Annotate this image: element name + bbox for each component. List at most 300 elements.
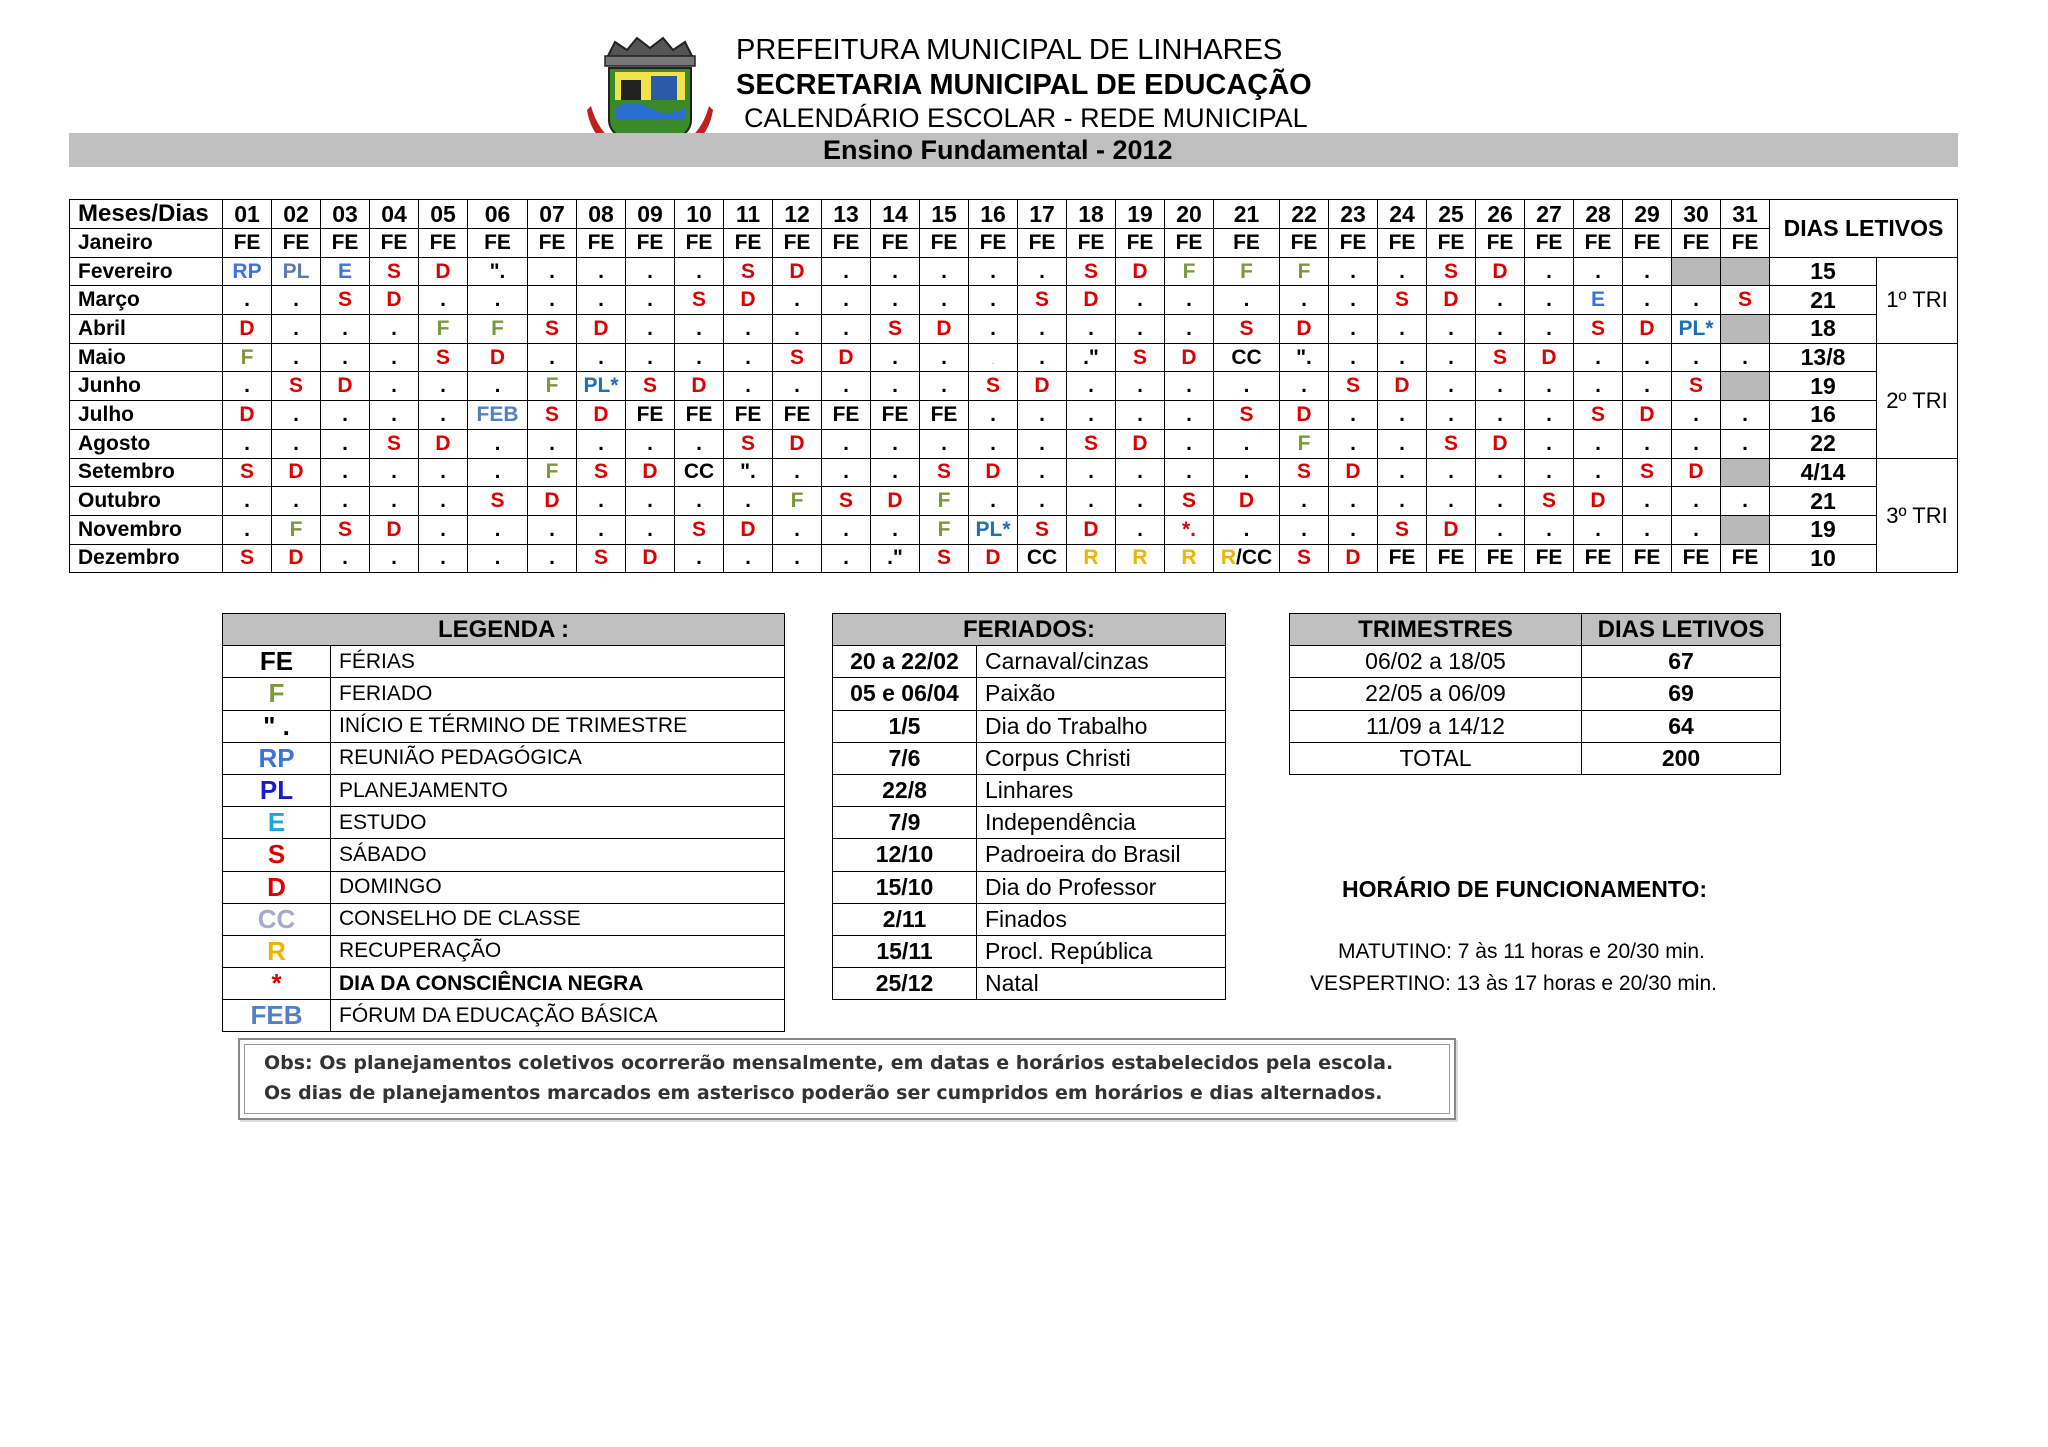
day-cell: S	[1525, 487, 1574, 516]
day-cell: .	[321, 487, 370, 516]
day-cell: .	[822, 458, 871, 487]
legend-code: D	[223, 871, 331, 903]
legend-row	[223, 678, 785, 710]
day-cell: .	[1067, 315, 1116, 344]
month-name: Julho	[70, 401, 223, 430]
day-cell: PL*	[577, 372, 626, 401]
legend-row	[223, 839, 785, 871]
day-cell: S	[1427, 257, 1476, 286]
day-cell: D	[1116, 257, 1165, 286]
day-cell: F	[920, 515, 969, 544]
day-cell: FE	[321, 229, 370, 258]
day-cell: D	[370, 515, 419, 544]
day-cell: FE	[223, 229, 272, 258]
legend-code: F	[223, 678, 331, 710]
day-cell: .	[1672, 286, 1721, 315]
day-cell: FE	[1721, 229, 1770, 258]
day-cell: .	[1721, 487, 1770, 516]
day-cell: D	[419, 257, 468, 286]
day-cell: .	[822, 315, 871, 344]
day-cell	[1721, 458, 1770, 487]
day-cell: S	[223, 544, 272, 573]
day-cell: D	[272, 458, 321, 487]
day-cell: .	[272, 401, 321, 430]
day-cell: S	[1427, 429, 1476, 458]
legend-row	[223, 774, 785, 806]
day-cell: .	[1378, 487, 1427, 516]
school-days-column-header: DIAS LETIVOS	[1770, 200, 1958, 258]
legend-code: R	[223, 935, 331, 967]
trimesters-table	[1289, 613, 1781, 775]
day-cell: FE	[1574, 229, 1623, 258]
day-cell: .	[920, 372, 969, 401]
day-cell: .	[1116, 487, 1165, 516]
day-cell: .	[1427, 458, 1476, 487]
day-cell: D	[419, 429, 468, 458]
holiday-name: Natal	[977, 968, 1226, 1000]
day-header: 21	[1214, 200, 1280, 229]
day-cell: D	[528, 487, 577, 516]
legend-label: ESTUDO	[331, 807, 785, 839]
day-cell: R	[1116, 544, 1165, 573]
day-cell: .	[1623, 487, 1672, 516]
day-cell: D	[1525, 343, 1574, 372]
legend-code: RP	[223, 742, 331, 774]
day-cell: .	[1525, 515, 1574, 544]
day-cell: .	[1476, 372, 1525, 401]
day-cell: D	[773, 257, 822, 286]
day-cell: D	[1165, 343, 1214, 372]
day-cell: .	[1329, 286, 1378, 315]
day-cell: FE	[1214, 229, 1280, 258]
trimester-period: TOTAL	[1290, 742, 1582, 774]
day-cell: .	[528, 429, 577, 458]
corner-header: Meses/Dias	[70, 200, 223, 229]
day-cell: S	[675, 286, 724, 315]
day-cell: .	[1116, 315, 1165, 344]
day-cell: ".	[468, 257, 528, 286]
day-cell: .	[1165, 401, 1214, 430]
day-cell: .	[272, 429, 321, 458]
day-cell: .	[223, 286, 272, 315]
day-cell: .	[1525, 372, 1574, 401]
day-cell: .	[272, 286, 321, 315]
day-cell: .	[577, 257, 626, 286]
day-cell: .	[419, 515, 468, 544]
day-cell: S	[1018, 515, 1067, 544]
trimester-days: 69	[1582, 678, 1781, 710]
holiday-name: Corpus Christi	[977, 742, 1226, 774]
trimester-label: 3º TRI	[1877, 458, 1958, 573]
day-cell: .	[1067, 372, 1116, 401]
day-cell: .	[1214, 429, 1280, 458]
day-cell: FE	[1672, 544, 1721, 573]
day-cell: .	[1018, 458, 1067, 487]
trimester-row	[1290, 742, 1781, 774]
holiday-date: 7/6	[833, 742, 977, 774]
day-cell: D	[1280, 401, 1329, 430]
day-cell: .	[1329, 343, 1378, 372]
day-cell: F	[773, 487, 822, 516]
day-cell: PL	[272, 257, 321, 286]
day-cell: D	[1329, 544, 1378, 573]
day-cell: .	[1721, 343, 1770, 372]
holiday-date: 2/11	[833, 903, 977, 935]
day-header: 31	[1721, 200, 1770, 229]
school-days-count: 10	[1770, 544, 1877, 573]
day-cell: .	[675, 487, 724, 516]
day-cell: D	[370, 286, 419, 315]
day-cell: D	[223, 315, 272, 344]
day-cell: D	[626, 544, 675, 573]
day-cell: .	[1018, 401, 1067, 430]
schedule-morning: MATUTINO: 7 às 11 horas e 20/30 min.	[1338, 940, 1705, 963]
day-cell: F	[223, 343, 272, 372]
day-cell: E	[1574, 286, 1623, 315]
day-cell: .	[370, 315, 419, 344]
day-cell	[1721, 315, 1770, 344]
day-cell: .	[871, 372, 920, 401]
day-cell: FE	[1574, 544, 1623, 573]
legend-label: FERIADO	[331, 678, 785, 710]
day-cell	[1672, 257, 1721, 286]
legend-code: " .	[223, 710, 331, 742]
day-cell	[1721, 372, 1770, 401]
day-cell: FE	[1623, 229, 1672, 258]
holiday-row	[833, 871, 1226, 903]
holiday-date: 12/10	[833, 839, 977, 871]
holiday-name: Padroeira do Brasil	[977, 839, 1226, 871]
day-cell: .	[969, 429, 1018, 458]
day-cell: S	[1574, 401, 1623, 430]
day-header: 16	[969, 200, 1018, 229]
day-cell: .	[1476, 458, 1525, 487]
day-cell: D	[724, 286, 773, 315]
day-cell: .	[1623, 372, 1672, 401]
day-cell: .	[626, 343, 675, 372]
legend-row	[223, 807, 785, 839]
day-cell: .	[920, 257, 969, 286]
day-cell: S	[1378, 515, 1427, 544]
day-cell: S	[724, 429, 773, 458]
trimesters-header: TRIMESTRES	[1290, 614, 1582, 646]
day-cell: .	[822, 429, 871, 458]
holiday-row	[833, 935, 1226, 967]
day-cell: .	[321, 315, 370, 344]
legend-row	[223, 646, 785, 678]
header-prefeitura: PREFEITURA MUNICIPAL DE LINHARES	[736, 34, 1283, 66]
month-name: Junho	[70, 372, 223, 401]
day-cell: ".	[724, 458, 773, 487]
day-cell: .	[468, 372, 528, 401]
day-cell: S	[321, 286, 370, 315]
day-cell: CC	[1214, 343, 1280, 372]
day-cell: D	[272, 544, 321, 573]
trimester-period: 11/09 a 14/12	[1290, 710, 1582, 742]
day-cell: .	[1214, 515, 1280, 544]
school-days-count: 16	[1770, 401, 1877, 430]
day-cell: .	[1018, 257, 1067, 286]
month-row	[70, 544, 1958, 573]
day-cell: .	[1672, 487, 1721, 516]
day-cell: CC	[675, 458, 724, 487]
day-cell: FE	[969, 229, 1018, 258]
day-cell: .	[969, 487, 1018, 516]
day-cell: FE	[577, 229, 626, 258]
day-header: 28	[1574, 200, 1623, 229]
day-cell: FE	[675, 401, 724, 430]
legend-label: CONSELHO DE CLASSE	[331, 903, 785, 935]
school-days-header: DIAS LETIVOS	[1582, 614, 1781, 646]
month-row	[70, 257, 1958, 286]
day-cell: .	[1427, 315, 1476, 344]
day-cell: ".	[1280, 343, 1329, 372]
month-row	[70, 372, 1958, 401]
day-header: 23	[1329, 200, 1378, 229]
holiday-row	[833, 903, 1226, 935]
day-cell: F	[1280, 429, 1329, 458]
day-cell: .	[920, 343, 969, 372]
legend-code: E	[223, 807, 331, 839]
day-cell: .	[577, 343, 626, 372]
calendar-table	[69, 199, 1958, 573]
day-cell: D	[969, 544, 1018, 573]
day-cell: .	[1574, 429, 1623, 458]
day-header: 12	[773, 200, 822, 229]
day-cell: .	[969, 401, 1018, 430]
day-cell: .	[272, 487, 321, 516]
day-cell: PL*	[1672, 315, 1721, 344]
day-cell: FE	[419, 229, 468, 258]
day-cell: .	[1116, 515, 1165, 544]
day-cell: D	[1116, 429, 1165, 458]
holiday-name: Finados	[977, 903, 1226, 935]
day-cell: .	[1018, 429, 1067, 458]
day-cell: E	[321, 257, 370, 286]
day-cell: .	[822, 286, 871, 315]
day-cell: F	[528, 372, 577, 401]
day-cell: .	[321, 429, 370, 458]
day-cell: .	[969, 286, 1018, 315]
day-cell: .	[1165, 315, 1214, 344]
day-cell: .	[1214, 372, 1280, 401]
day-cell: S	[577, 544, 626, 573]
day-cell: D	[321, 372, 370, 401]
day-cell: FE	[773, 401, 822, 430]
day-cell: FE	[920, 229, 969, 258]
holiday-date: 25/12	[833, 968, 977, 1000]
holiday-row	[833, 839, 1226, 871]
day-cell: .	[1378, 429, 1427, 458]
day-cell: .	[1214, 286, 1280, 315]
day-cell: F	[272, 515, 321, 544]
holidays-title: FERIADOS:	[833, 614, 1226, 646]
day-cell: .	[1116, 458, 1165, 487]
day-cell: *.	[1165, 515, 1214, 544]
day-cell: .	[1427, 401, 1476, 430]
day-cell: S	[1214, 315, 1280, 344]
day-header: 01	[223, 200, 272, 229]
day-cell: .	[577, 286, 626, 315]
day-cell: FEB	[468, 401, 528, 430]
day-cell: FE	[1329, 229, 1378, 258]
day-cell: .	[1165, 429, 1214, 458]
day-cell: .	[1116, 401, 1165, 430]
day-cell: .	[577, 515, 626, 544]
day-cell: S	[1623, 458, 1672, 487]
holiday-row	[833, 646, 1226, 678]
legend-code: CC	[223, 903, 331, 935]
day-cell: .	[773, 515, 822, 544]
holiday-row	[833, 742, 1226, 774]
month-row	[70, 429, 1958, 458]
schedule-title: HORÁRIO DE FUNCIONAMENTO:	[1342, 876, 1708, 902]
day-header: 13	[822, 200, 871, 229]
legend-row	[223, 903, 785, 935]
day-cell: .	[1525, 286, 1574, 315]
day-cell: .	[871, 286, 920, 315]
day-cell: FE	[626, 229, 675, 258]
day-cell: .	[1378, 401, 1427, 430]
day-header: 02	[272, 200, 321, 229]
day-cell: F	[1280, 257, 1329, 286]
day-cell: S	[1280, 544, 1329, 573]
day-cell: .	[577, 487, 626, 516]
day-cell: .	[1476, 315, 1525, 344]
day-cell: .	[626, 515, 675, 544]
day-cell: .	[223, 372, 272, 401]
school-days-count: 15	[1770, 257, 1877, 286]
day-cell: .	[1623, 257, 1672, 286]
holiday-name: Carnaval/cinzas	[977, 646, 1226, 678]
month-row	[70, 315, 1958, 344]
day-cell: .	[1476, 286, 1525, 315]
day-cell: .	[321, 458, 370, 487]
day-cell: .	[1280, 487, 1329, 516]
day-cell: D	[871, 487, 920, 516]
day-cell: .	[419, 286, 468, 315]
day-cell: D	[626, 458, 675, 487]
day-cell: .	[724, 544, 773, 573]
day-cell	[1721, 515, 1770, 544]
day-cell: S	[969, 372, 1018, 401]
day-cell: .	[419, 458, 468, 487]
day-cell: .	[321, 343, 370, 372]
day-cell: .	[724, 315, 773, 344]
day-cell: .	[1329, 515, 1378, 544]
legend-code: *	[223, 968, 331, 1000]
month-name: Maio	[70, 343, 223, 372]
day-cell: .	[1623, 429, 1672, 458]
legend-label: PLANEJAMENTO	[331, 774, 785, 806]
day-cell: .	[1165, 286, 1214, 315]
day-cell: .	[626, 257, 675, 286]
day-cell: .	[1525, 257, 1574, 286]
day-cell: .	[370, 401, 419, 430]
school-days-count: 19	[1770, 515, 1877, 544]
day-header: 11	[724, 200, 773, 229]
day-cell: .	[675, 257, 724, 286]
month-name: Novembro	[70, 515, 223, 544]
day-cell: CC	[1018, 544, 1067, 573]
legend-label: INÍCIO E TÉRMINO DE TRIMESTRE	[331, 710, 785, 742]
day-cell: F	[468, 315, 528, 344]
day-cell: RP	[223, 257, 272, 286]
month-name: Abril	[70, 315, 223, 344]
day-cell: S	[370, 257, 419, 286]
day-header: 20	[1165, 200, 1214, 229]
day-cell: FE	[1018, 229, 1067, 258]
month-name: Fevereiro	[70, 257, 223, 286]
day-cell: D	[675, 372, 724, 401]
day-cell: .	[370, 343, 419, 372]
trimester-days: 67	[1582, 646, 1781, 678]
legend-row	[223, 1000, 785, 1032]
observation-box	[238, 1038, 1456, 1120]
day-cell: S	[724, 257, 773, 286]
day-header: 07	[528, 200, 577, 229]
day-cell: .	[272, 343, 321, 372]
day-cell: .	[1329, 429, 1378, 458]
day-cell: .	[1525, 458, 1574, 487]
day-cell: FE	[1721, 544, 1770, 573]
day-cell: .	[1672, 515, 1721, 544]
day-cell: .	[419, 487, 468, 516]
day-header: 09	[626, 200, 675, 229]
day-cell: D	[1427, 286, 1476, 315]
day-cell: S	[528, 401, 577, 430]
day-cell: S	[1378, 286, 1427, 315]
day-cell: .	[969, 343, 1018, 372]
holiday-name: Procl. República	[977, 935, 1226, 967]
day-cell: .	[724, 372, 773, 401]
day-cell: .	[1116, 286, 1165, 315]
day-cell: D	[1574, 487, 1623, 516]
day-cell	[1721, 257, 1770, 286]
day-cell: FE	[1476, 544, 1525, 573]
day-cell: .	[1525, 401, 1574, 430]
day-cell: FE	[871, 401, 920, 430]
day-cell: FE	[1378, 229, 1427, 258]
legend-title: LEGENDA :	[223, 614, 785, 646]
subtitle: Ensino Fundamental - 2012	[823, 135, 1173, 165]
day-cell: .	[1721, 401, 1770, 430]
day-cell: .	[577, 429, 626, 458]
trimester-label: 1º TRI	[1877, 257, 1958, 343]
day-cell: .	[773, 544, 822, 573]
day-header: 06	[468, 200, 528, 229]
day-cell: S	[1165, 487, 1214, 516]
day-cell: D	[1329, 458, 1378, 487]
day-cell: .	[1018, 343, 1067, 372]
month-name: Janeiro	[70, 229, 223, 258]
day-header: 10	[675, 200, 724, 229]
day-cell: F	[419, 315, 468, 344]
day-cell: .	[1525, 429, 1574, 458]
day-cell: .	[321, 544, 370, 573]
day-cell: .	[724, 487, 773, 516]
day-cell: .	[370, 487, 419, 516]
day-cell: S	[1116, 343, 1165, 372]
day-cell: .	[1574, 372, 1623, 401]
month-name: Março	[70, 286, 223, 315]
day-cell: S	[1721, 286, 1770, 315]
day-cell: D	[1623, 401, 1672, 430]
day-cell: .	[528, 343, 577, 372]
day-cell: F	[920, 487, 969, 516]
day-cell: .	[528, 257, 577, 286]
day-cell: FE	[724, 401, 773, 430]
